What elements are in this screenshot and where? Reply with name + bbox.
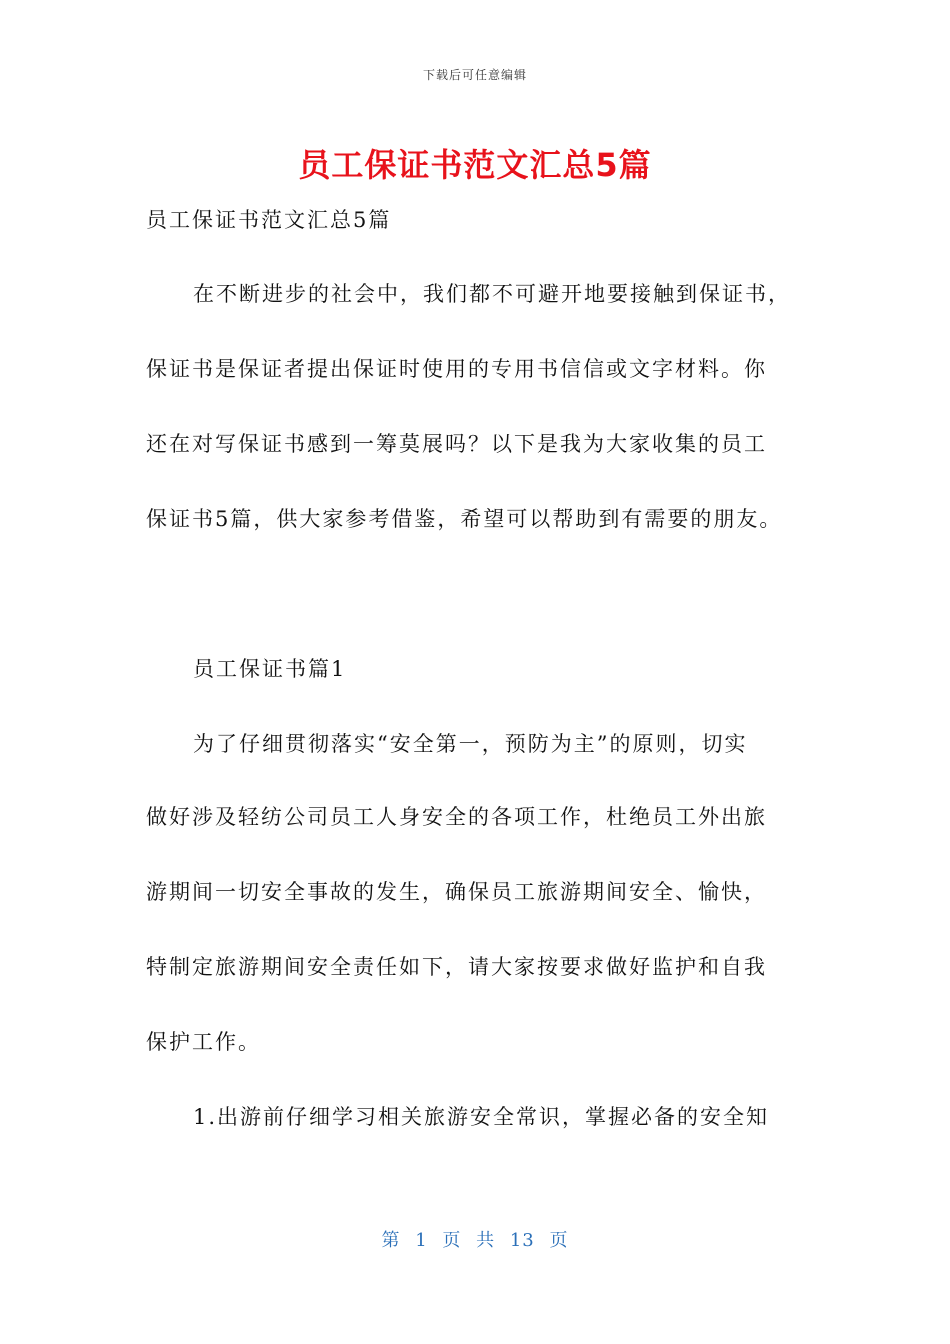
- list-item-line-1: 1.出游前仔细学习相关旅游安全常识，掌握必备的安全知: [193, 1105, 770, 1129]
- header-note: 下载后可任意编辑: [422, 68, 527, 82]
- section-heading: 员工保证书篇1: [193, 657, 347, 681]
- intro-paragraph-line-3: 还在对写保证书感到一筹莫展吗？以下是我为大家收集的员工: [146, 432, 767, 456]
- intro-paragraph-line-1: 在不断进步的社会中，我们都不可避开地要接触到保证书，: [193, 282, 791, 306]
- page-indicator: 第 1 页 共 13 页: [381, 1230, 569, 1251]
- section-paragraph-line-1: 为了仔细贯彻落实“安全第一，预防为主”的原则，切实: [193, 732, 748, 756]
- intro-paragraph-line-2: 保证书是保证者提出保证时使用的专用书信信或文字材料。你: [146, 357, 767, 381]
- document-subtitle-line: 员工保证书范文汇总5篇: [146, 208, 392, 232]
- section-paragraph-line-2: 做好涉及轻纺公司员工人身安全的各项工作，杜绝员工外出旅: [146, 805, 767, 829]
- section-paragraph-line-3: 游期间一切安全事故的发生，确保员工旅游期间安全、愉快，: [146, 880, 767, 904]
- intro-paragraph-line-4: 保证书5篇，供大家参考借鉴，希望可以帮助到有需要的朋友。: [146, 507, 783, 531]
- section-paragraph-line-5: 保护工作。: [146, 1030, 261, 1054]
- section-paragraph-line-4: 特制定旅游期间安全责任如下，请大家按要求做好监护和自我: [146, 955, 767, 979]
- document-title: 员工保证书范文汇总5篇: [298, 146, 652, 184]
